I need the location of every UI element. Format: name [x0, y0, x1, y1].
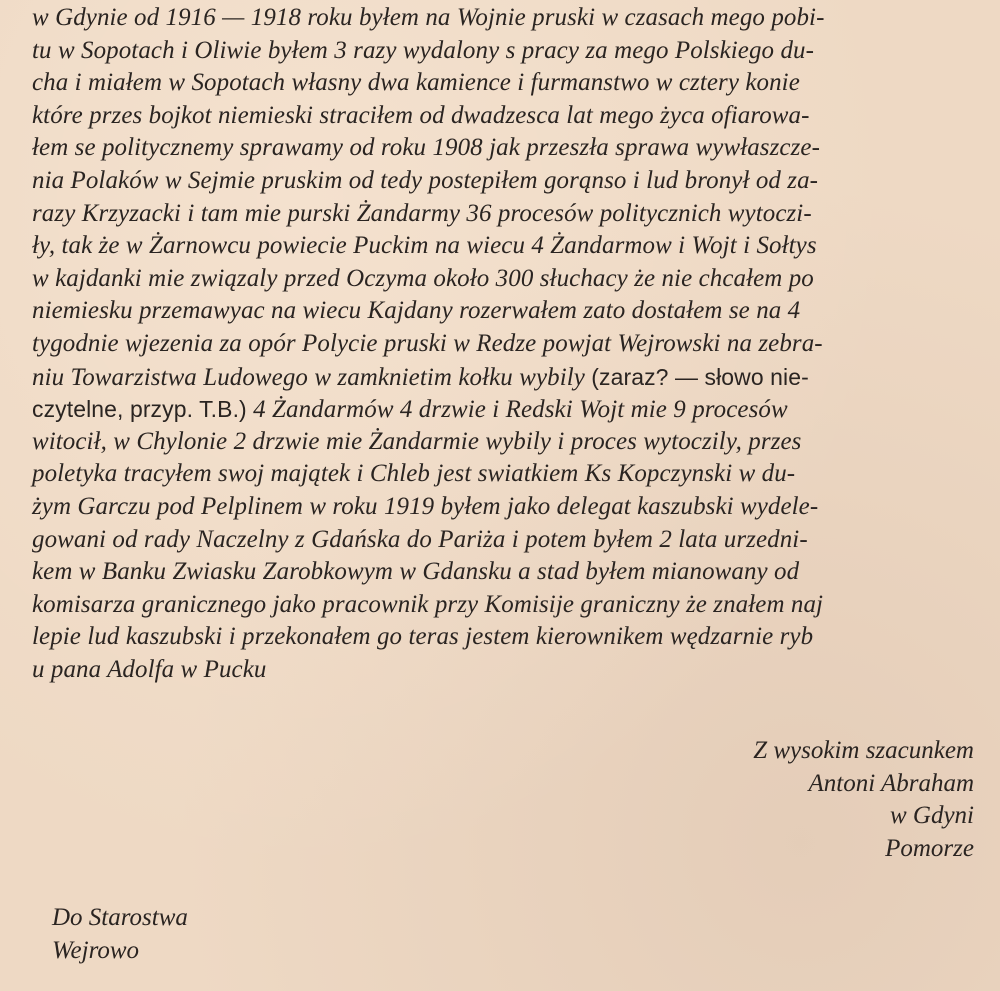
text-line: razy Krzyzacki i tam mie purski Żandarmy 36 procesów politycznich wytoczi-: [32, 199, 812, 227]
text-line: łem se politycznemy sprawamy od roku 1908 jak przeszła sprawa wywłaszcze-: [32, 134, 820, 162]
text-line: u pana Adolfa w Pucku: [32, 655, 267, 683]
text-line: niemiesku przemawyac na wiecu Kajdany rozerwałem zato dostałem se na 4: [32, 297, 801, 325]
text-line: cha i miałem w Sopotach własny dwa kamience i furmanstwo w cztery konie: [32, 69, 800, 97]
text-line: gowani od rady Naczelny z Gdańska do Pariża i potem byłem 2 lata urzedni-: [32, 525, 808, 553]
letter-body: [32, 2, 980, 686]
text-line: w Gdynie od 1916 — 1918 roku byłem na Wojnie pruski w czasach mego pobi-: [32, 4, 825, 31]
text-line: w kajdanki mie związaly przed Oczyma około 300 słuchacy że nie chcałem po: [32, 264, 814, 292]
text-line: poletyka tracyłem swoj majątek i Chleb jest swiatkiem Ks Kopczynski w du-: [32, 460, 796, 488]
editorial-note: (zaraz? — słowo nie-: [591, 363, 809, 390]
text-line: nia Polaków w Sejmie pruskim od tedy postepiłem gorąnso i lud bronył od za-: [32, 166, 819, 194]
text-line: żym Garczu pod Pelplinem w roku 1919 byłem jako delegat kaszubski wydele-: [32, 492, 819, 520]
text-line: które przes bojkot niemieski straciłem od dwadzesca lat mego życa ofiarowa-: [32, 101, 810, 129]
text-line: kem w Banku Zwiasku Zarobkowym w Gdansku a stad byłem mianowany od: [32, 558, 800, 586]
signer-name: Antoni Abraham: [808, 769, 974, 797]
text-line: komisarza granicznego jako pracownik przy Komisije graniczny że znałem naj: [32, 590, 824, 618]
recipient-line: Do Starostwa: [52, 904, 188, 931]
text-line: ły, tak że w Żarnowcu powiecie Puckim na wiecu 4 Żandarmow i Wojt i Sołtys: [32, 232, 817, 260]
text-line-mixed: [32, 361, 978, 394]
closing-signature: [753, 735, 974, 865]
text-line: tu w Sopotach i Oliwie byłem 3 razy wydalony s pracy za mego Polskiego du-: [32, 36, 815, 64]
editorial-note-cont: czytelne, przyp. T.B.): [32, 396, 247, 423]
closing-greeting: Z wysokim szacunkem: [753, 737, 974, 764]
text-line-italic-part: niu Towarzistwa Ludowego w zamknietim kołku wybily: [32, 363, 585, 391]
signer-city: w Gdyni: [889, 802, 974, 830]
signer-region: Pomorze: [885, 834, 974, 862]
text-line-italic-part: 4 Żandarmów 4 drzwie i Redski Wojt mie 9 procesów: [253, 396, 788, 424]
recipient-address: [52, 902, 188, 967]
text-line: witocił, w Chylonie 2 drzwie mie Żandarmie wybily i proces wytoczily, przes: [32, 427, 802, 455]
text-line: lepie lud kaszubski i przekonałem go teras jestem kierownikem wędzarnie ryb: [32, 623, 814, 651]
text-line-mixed: [32, 393, 978, 426]
recipient-line: Wejrowo: [52, 936, 140, 964]
text-line: tygodnie wjezenia za opór Polycie pruski w Redze powjat Wejrowski na zebra-: [32, 329, 823, 357]
